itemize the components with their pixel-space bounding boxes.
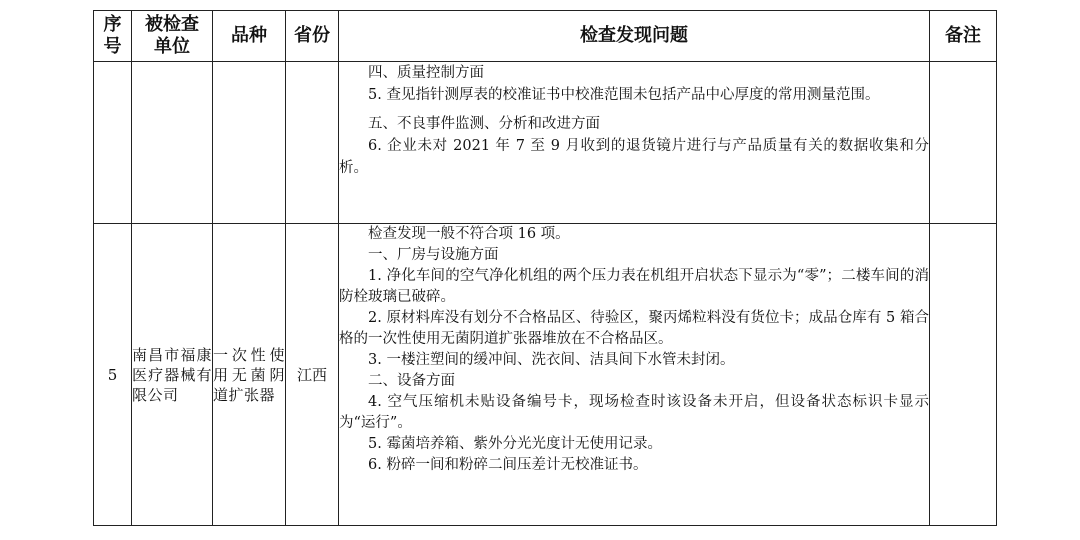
finding-line: 6. 企业未对 2021 年 7 至 9 月收到的退货镜片进行与产品质量有关的数据收集和分析。	[339, 138, 929, 176]
province-cell	[286, 62, 339, 224]
unit-cell	[132, 62, 213, 224]
seq-cell: 5	[94, 224, 132, 526]
header-variety: 品种	[213, 11, 286, 62]
finding-line: 检查发现一般不符合项 16 项。	[368, 226, 570, 242]
header-findings: 检查发现问题	[339, 11, 930, 62]
finding-line: 5. 霉菌培养箱、紫外分光光度计无使用记录。	[368, 436, 662, 452]
finding-line: 一、厂房与设施方面	[368, 247, 499, 263]
findings-cell	[339, 224, 930, 526]
finding-line: 二、设备方面	[368, 373, 455, 389]
finding-line: 2. 原材料库没有划分不合格品区、待验区，聚丙烯粒料没有货位卡；成品仓库有 5 箱合格的一次性使用无菌阴道扩张器堆放在不合格品区。	[339, 310, 929, 347]
finding-line: 5. 查见指针测厚表的校准证书中校准范围未包括产品中心厚度的常用测量范围。	[368, 87, 880, 103]
finding-line: 1. 净化车间的空气净化机组的两个压力表在机组开启状态下显示为“零”；二楼车间的消防栓玻璃已破碎。	[339, 268, 929, 305]
unit-cell: 南昌市福康医疗器械有限公司	[132, 224, 213, 526]
header-remarks: 备注	[930, 11, 997, 62]
finding-line: 五、不良事件监测、分析和改进方面	[368, 116, 600, 132]
header-unit: 被检查 单位	[132, 11, 213, 62]
header-seq: 序 号	[94, 11, 132, 62]
variety-cell	[213, 62, 286, 224]
variety-cell: 一次性使用无菌阴道扩张器	[213, 224, 286, 526]
header-row	[94, 11, 997, 62]
inspection-table	[93, 10, 997, 526]
findings-cell	[339, 62, 930, 224]
finding-line: 6. 粉碎一间和粉碎二间压差计无校准证书。	[368, 457, 648, 473]
finding-line: 4. 空气压缩机未贴设备编号卡，现场检查时该设备未开启，但设备状态标识卡显示为“运行”。	[339, 394, 929, 431]
table-row-5	[94, 224, 997, 526]
remarks-cell	[930, 224, 997, 526]
remarks-cell	[930, 62, 997, 224]
table-row-continued	[94, 62, 997, 224]
finding-line: 四、质量控制方面	[368, 65, 484, 81]
header-province: 省份	[286, 11, 339, 62]
seq-cell	[94, 62, 132, 224]
province-cell: 江西	[286, 224, 339, 526]
finding-line: 3. 一楼注塑间的缓冲间、洗衣间、洁具间下水管未封闭。	[368, 352, 735, 368]
